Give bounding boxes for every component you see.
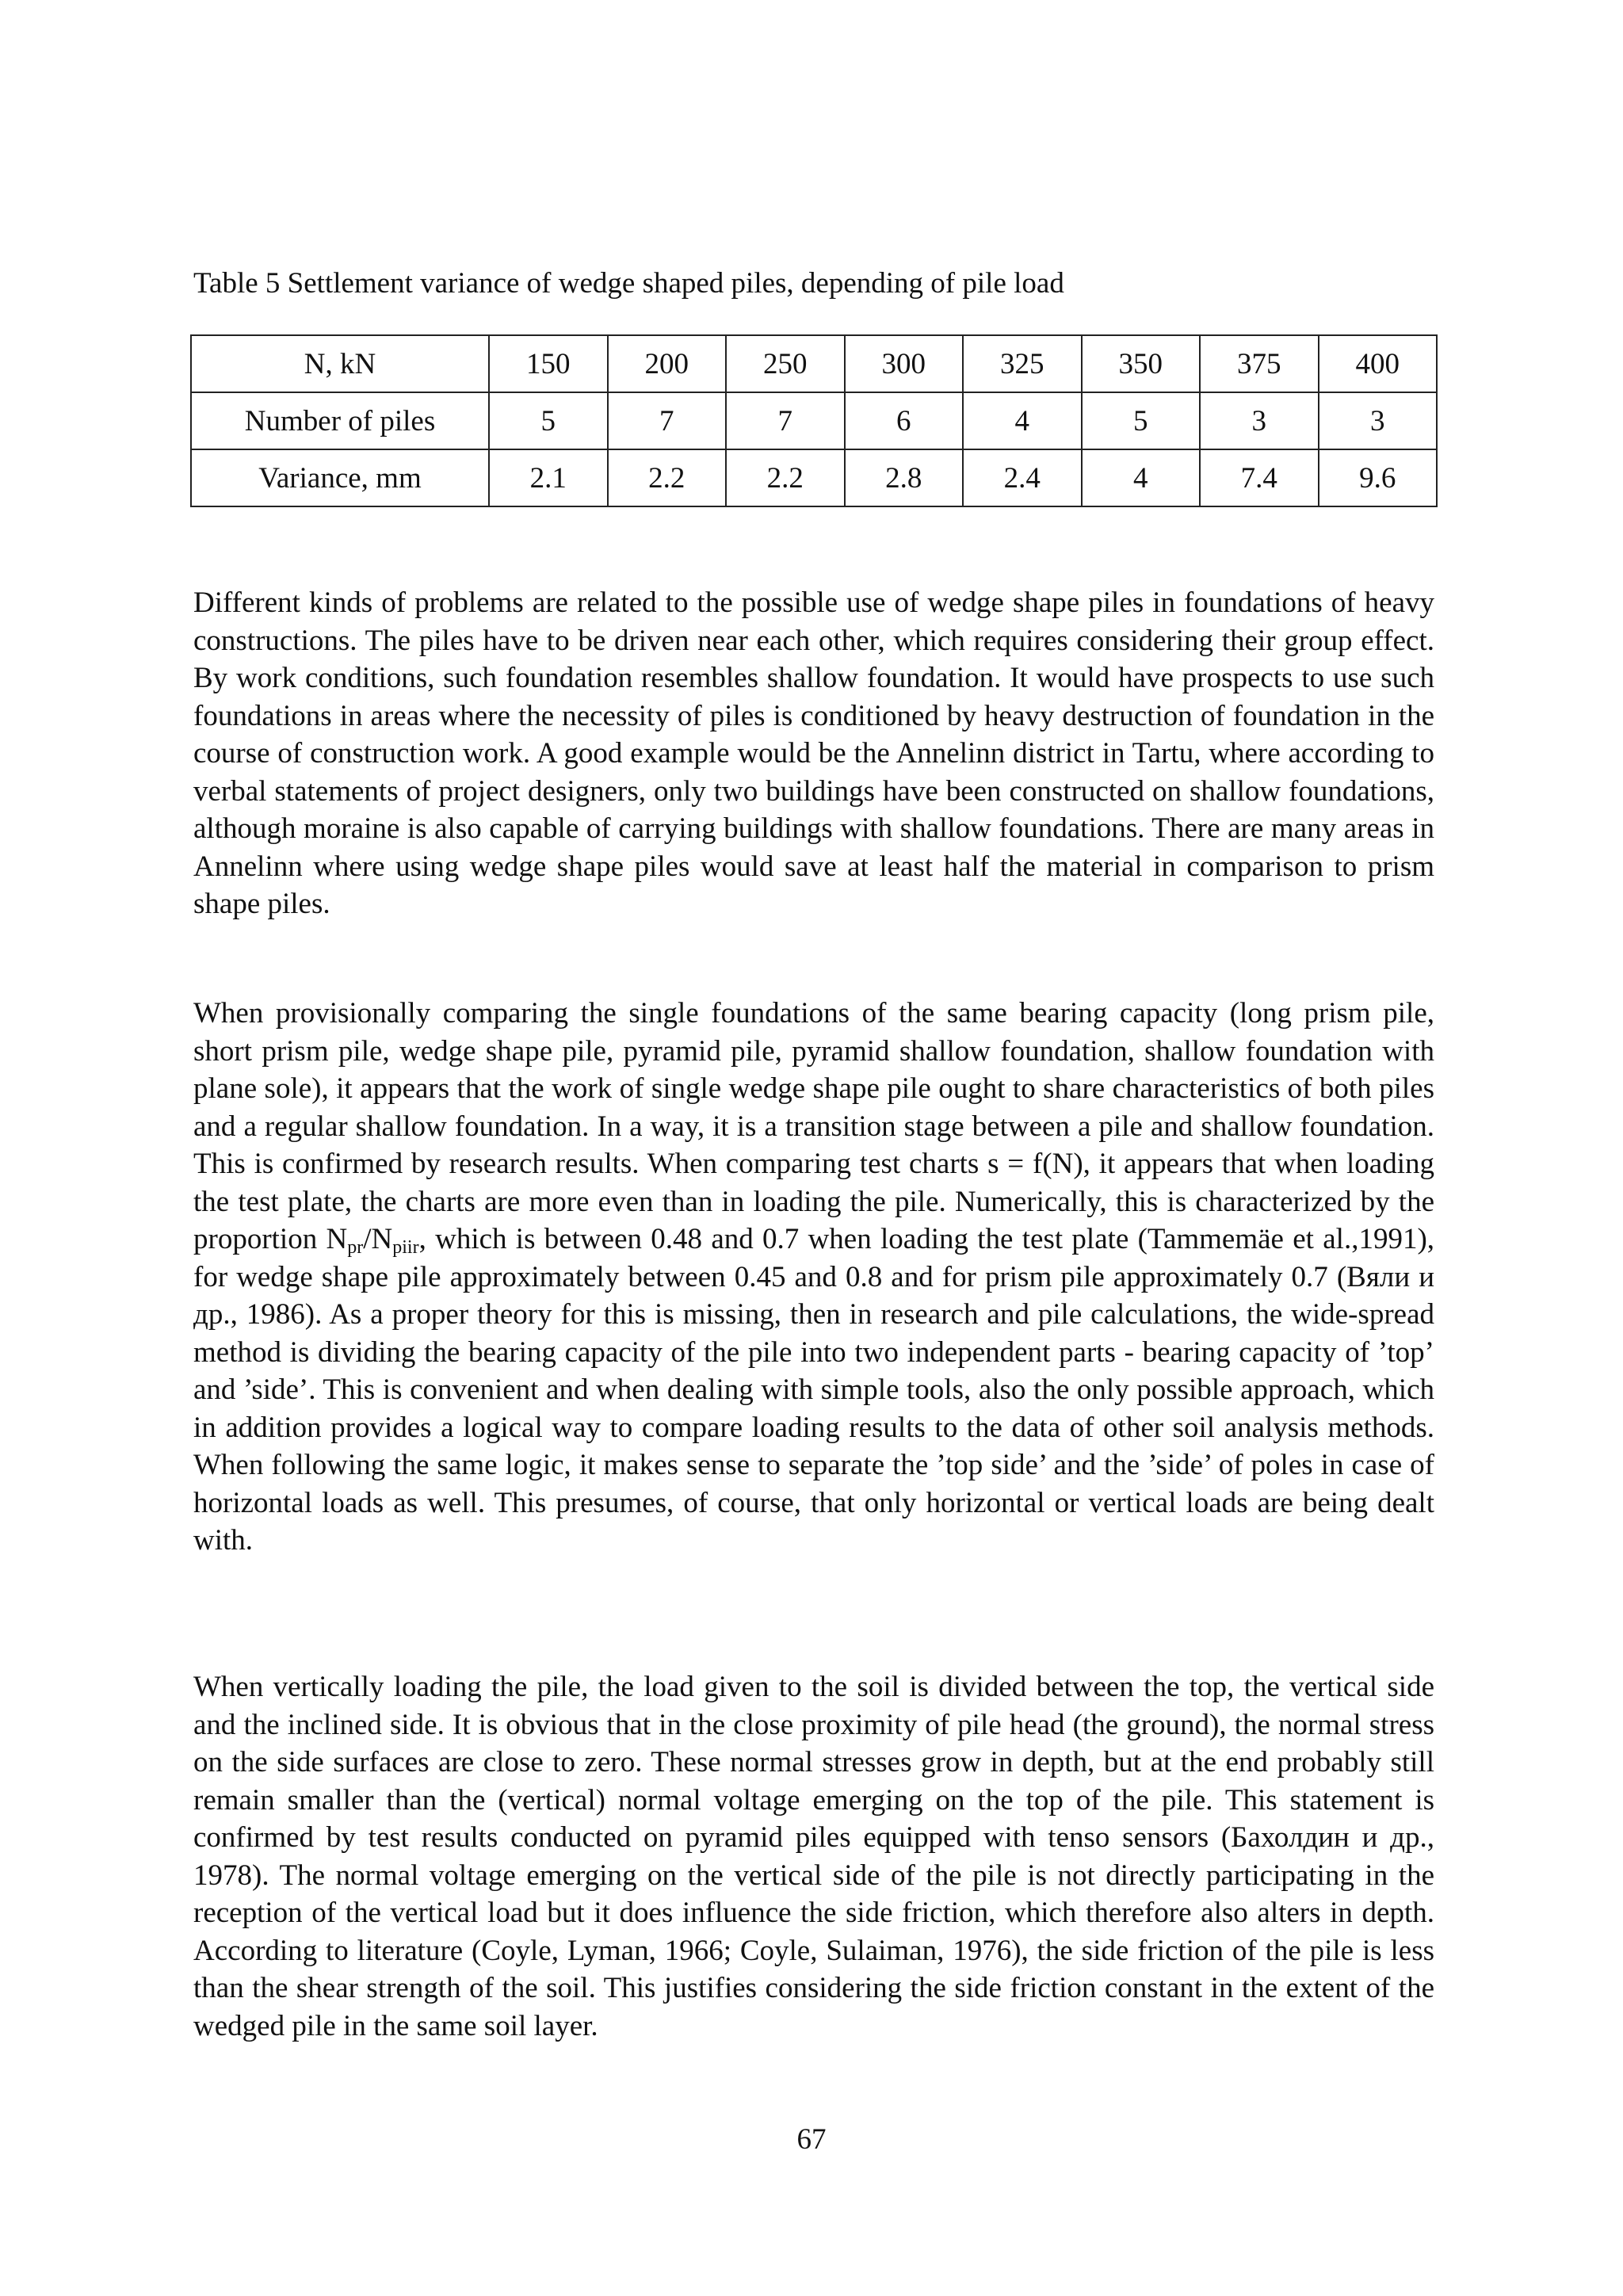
- table-cell: 150: [489, 335, 608, 392]
- subscript-piir: piir: [392, 1237, 419, 1258]
- table-cell: 375: [1200, 335, 1319, 392]
- table-cell: 350: [1082, 335, 1201, 392]
- table-cell: 3: [1319, 392, 1438, 449]
- table-cell: 5: [1082, 392, 1201, 449]
- table-cell: 2.2: [726, 449, 845, 506]
- paragraph-vertical-loading: [193, 1668, 1434, 2045]
- paragraph-group-effect: [193, 584, 1434, 923]
- table-cell: 6: [845, 392, 964, 449]
- table-cell: 5: [489, 392, 608, 449]
- table-cell: 200: [608, 335, 727, 392]
- table-cell: 3: [1200, 392, 1319, 449]
- page-number: 67: [796, 2123, 827, 2156]
- subscript-pr: pr: [347, 1237, 364, 1258]
- table-cell: 9.6: [1319, 449, 1438, 506]
- table-caption: Table 5 Settlement variance of wedge shaped piles, depending of pile load: [193, 267, 1064, 300]
- table-cell: 400: [1319, 335, 1438, 392]
- table-cell: 2.4: [963, 449, 1082, 506]
- row-header: Number of piles: [191, 392, 489, 449]
- settlement-variance-table: [190, 334, 1438, 507]
- table-cell: 7: [608, 392, 727, 449]
- table-row: [191, 392, 1437, 449]
- table-row: [191, 449, 1437, 506]
- symbol-slash-n: /N: [363, 1223, 393, 1255]
- table-cell: 2.1: [489, 449, 608, 506]
- table-cell: 4: [963, 392, 1082, 449]
- table-cell: 300: [845, 335, 964, 392]
- table-cell: 250: [726, 335, 845, 392]
- table-row: [191, 335, 1437, 392]
- table-cell: 325: [963, 335, 1082, 392]
- row-header: Variance, mm: [191, 449, 489, 506]
- table-cell: 2.8: [845, 449, 964, 506]
- symbol-n: N: [326, 1223, 348, 1255]
- paragraph-text-after: , which is between 0.48 and 0.7 when loading the test plate (Tammemäe et al.,1991), for wedge shape pile approximately between 0.45 and 0.8 and for prism pile approximately 0.7 (Вяли и др., 1986). As a proper theory for this is missing, then in research and pile calculations, the wide-spread method is dividing the bearing capacity of the pile into two independent parts - bearing capacity of ’top’ and ’side’. This is convenient and when dealing with simple tools, also the only possible approach, which in addition provides a logical way to compare loading results to the data of other soil analysis methods. When following the same logic, it makes sense to separate the ’top side’ and the ’side’ of poles in case of horizontal loads as well. This presumes, of course, that only horizontal or vertical loads are being dealt with.: [193, 1223, 1435, 1557]
- table-cell: 2.2: [608, 449, 727, 506]
- body-paragraph: [193, 995, 1434, 1560]
- body-paragraph: When vertically loading the pile, the load given to the soil is divided between the top, the vertical side and the inclined side. It is obvious that in the close proximity of pile head (the ground), the normal stress on the side surfaces are close to zero. These normal stresses grow in depth, but at the end probably still remain smaller than the (vertical) normal voltage emerging on the top of the pile. This statement is confirmed by test results conducted on pyramid piles equipped with tenso sensors (Бахолдин и др., 1978). The normal voltage emerging on the vertical side of the pile is not directly participating in the reception of the vertical load but it does influence the side friction, which therefore also alters in depth. According to literature (Coyle, Lyman, 1966; Coyle, Sulaiman, 1976), the side friction of the pile is less than the shear strength of the soil. This justifies considering the side friction constant in the extent of the wedged pile in the same soil layer.: [193, 1671, 1434, 2042]
- paragraph-text-before: When provisionally comparing the single foundations of the same bearing capacity (long prism pile, short prism pile, wedge shape pile, pyramid pile, pyramid shallow foundation, shallow foundation with plane sole), it appears that the work of single wedge shape pile ought to share characteristics of both piles and a regular shallow foundation. In a way, it is a transition stage between a pile and shallow foundation. This is confirmed by research results. When comparing test charts s = f(N), it appears that when loading the test plate, the charts are more even than in loading the pile. Numerically, this is characterized by the proportion: [193, 997, 1434, 1255]
- paragraph-foundation-comparison: [193, 995, 1434, 1560]
- row-header: N, kN: [191, 335, 489, 392]
- body-paragraph: Different kinds of problems are related to the possible use of wedge shape piles in foundations of heavy constructions. The piles have to be driven near each other, which requires considering their group effect. By work conditions, such foundation resembles shallow foundation. It would have prospects to use such foundations in areas where the necessity of piles is conditioned by heavy destruction of foundation in the course of construction work. A good example would be the Annelinn district in Tartu, where according to verbal statements of project designers, only two buildings have been constructed on shallow foundations, although moraine is also capable of carrying buildings with shallow foundations. There are many areas in Annelinn where using wedge shape piles would save at least half the material in comparison to prism shape piles.: [193, 586, 1434, 920]
- table-cell: 7: [726, 392, 845, 449]
- table-cell: 4: [1082, 449, 1201, 506]
- table-cell: 7.4: [1200, 449, 1319, 506]
